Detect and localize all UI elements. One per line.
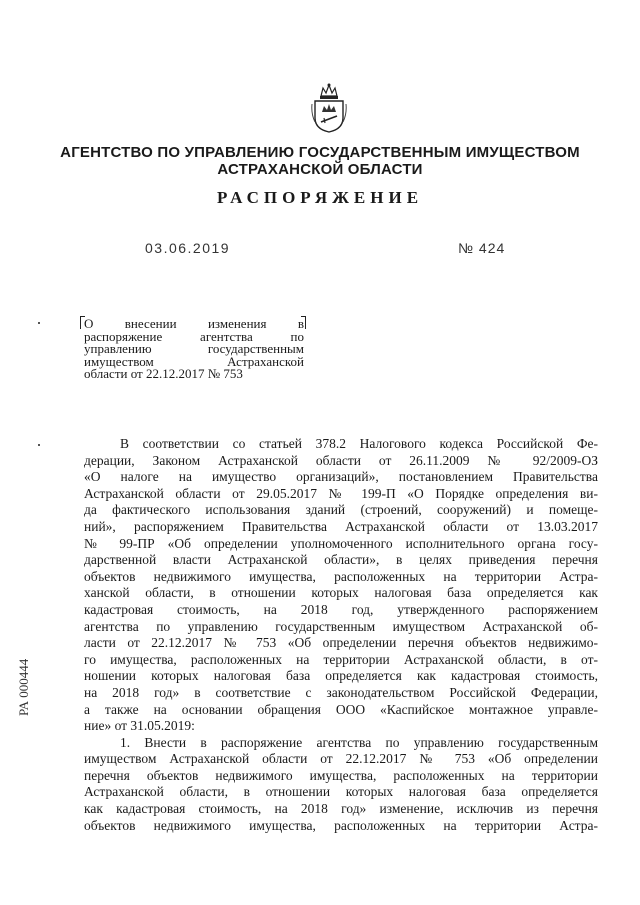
body-line: 1. Внести в распоряжение агентства по управлению государственным (120, 734, 598, 750)
coat-of-arms-icon (311, 82, 347, 134)
scan-speck (38, 444, 40, 446)
body-line: «О налоге на имущество организаций», постановлением Правительства (84, 469, 598, 485)
body-line: объектов недвижимого имущества, расположенных на территории Астра- (84, 817, 598, 833)
body-line: на 2018 год» в соответствие с законодательством Российской Федерации, (84, 684, 598, 700)
agency-name-line1: АГЕНТСТВО ПО УПРАВЛЕНИЮ ГОСУДАРСТВЕННЫМ ИМУЩЕСТВОМ (60, 144, 580, 161)
agency-name-line2: АСТРАХАНСКОЙ ОБЛАСТИ (217, 161, 423, 178)
body-line: перечня объектов недвижимого имущества, расположенных на территории (84, 767, 598, 783)
subject-line: области от 22.12.2017 № 753 (84, 366, 243, 381)
body-line: Астраханской области, в отношении которых налоговая база определяется (84, 784, 598, 800)
scan-speck (38, 322, 40, 324)
body-line: дарственной власти Астраханской области», в целях приведения перечня (84, 552, 598, 568)
body-line: имуществом Астраханской области от 22.12.2017 № 753 «Об определении (84, 751, 598, 767)
body-line: ние» от 31.05.2019: (84, 718, 195, 734)
body-line: ханской области, в отношении которых налоговая база определяется как (84, 585, 598, 601)
subject-line: имуществом Астраханской (84, 353, 304, 369)
body-line: как кадастровая стоимость, на 2018 год» изменение, исключив из перечня (84, 801, 598, 817)
body-line: ласти от 22.12.2017 № 753 «Об определении перечня объектов недвижимо- (84, 635, 598, 651)
body-line: № 99-ПР «Об определении уполномоченного исполнительного органа госу- (84, 535, 598, 551)
registration-stamp: РА 000444 (16, 658, 31, 716)
body-line: Астраханской области от 29.05.2017 № 199-П «О Порядке определения ви- (84, 485, 598, 501)
subject-line: распоряжение агентства по (84, 328, 304, 344)
body-line: В соответствии со статьей 378.2 Налогового кодекса Российской Фе- (120, 436, 598, 451)
body-line: ношении которых налоговая база определяется как кадастровая стоимость, (84, 668, 598, 684)
document-subject (84, 318, 304, 381)
document-date: 03.06.2019 (145, 240, 231, 256)
body-line: объектов недвижимого имущества, расположенных на территории Астра- (84, 568, 598, 584)
document-number: № 424 (458, 240, 506, 256)
body-line: агентства по управлению государственным имуществом Астраханской об- (84, 618, 598, 634)
document-type-title: РАСПОРЯЖЕНИЕ (216, 188, 424, 207)
body-line: ний», распоряжением Правительства Астраханской области от 13.03.2017 (84, 518, 598, 534)
subject-line: О внесении изменения в (84, 316, 304, 331)
body-line: кадастровая стоимость, на 2018 год, утвержденного распоряжением (84, 601, 598, 617)
document-body (84, 436, 598, 834)
subject-line: управлению государственным (84, 341, 304, 356)
body-line: да фактического использования зданий (строений, сооружений) и помеще- (84, 502, 598, 518)
body-line: го имущества, расположенных на территории Астраханской области, в от- (84, 651, 598, 667)
body-line: а также на основании обращения ООО «Каспийское монтажное управле- (84, 701, 598, 717)
body-line: дерации, Законом Астраханской области от 26.11.2009 № 92/2009-ОЗ (84, 452, 598, 468)
